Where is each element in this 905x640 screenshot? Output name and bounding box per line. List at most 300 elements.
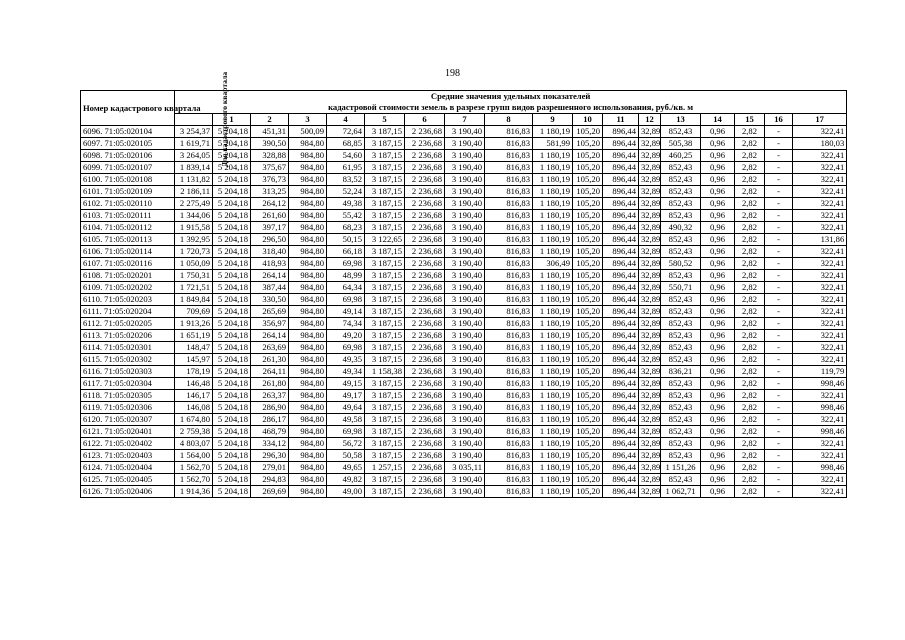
table-cell: 490,32 (661, 222, 701, 234)
table-cell: 32,89 (639, 426, 661, 438)
table-cell: 105,20 (573, 294, 603, 306)
table-cell: 1 914,36 (175, 486, 213, 498)
table-cell: 2,82 (735, 210, 765, 222)
table-cell: 318,40 (251, 246, 289, 258)
header-col-1: 1 (213, 114, 251, 126)
table-cell: 3 190,40 (445, 222, 485, 234)
table-cell: 1 180,19 (533, 378, 573, 390)
table-cell: 5 204,18 (213, 210, 251, 222)
row-label: 6111. 71:05:020204 (81, 306, 175, 318)
row-label: 6115. 71:05:020302 (81, 354, 175, 366)
table-cell: 105,20 (573, 378, 603, 390)
table-cell: 816,83 (485, 294, 533, 306)
table-cell: 852,43 (661, 246, 701, 258)
table-cell: 105,20 (573, 414, 603, 426)
table-cell: 2,82 (735, 462, 765, 474)
table-cell: 852,43 (661, 330, 701, 342)
table-cell: 105,20 (573, 210, 603, 222)
table-cell: 3 187,15 (365, 342, 405, 354)
table-cell: 146,48 (175, 378, 213, 390)
table-cell: - (765, 414, 793, 426)
table-cell: - (765, 366, 793, 378)
table-cell: 2 236,68 (405, 462, 445, 474)
table-cell: 2,82 (735, 366, 765, 378)
table-cell: 3 190,40 (445, 318, 485, 330)
header-col-5: 5 (365, 114, 405, 126)
table-row (81, 162, 847, 174)
table-cell: 5 204,18 (213, 402, 251, 414)
table-row (81, 426, 847, 438)
table-cell: 2 236,68 (405, 126, 445, 138)
table-cell: 896,44 (603, 246, 639, 258)
table-cell: 3 190,40 (445, 186, 485, 198)
row-label: 6114. 71:05:020301 (81, 342, 175, 354)
table-row (81, 246, 847, 258)
table-cell: 2 236,68 (405, 450, 445, 462)
table-row (81, 222, 847, 234)
table-cell: 32,89 (639, 330, 661, 342)
table-cell: 2,82 (735, 450, 765, 462)
table-cell: 5 204,18 (213, 246, 251, 258)
table-cell: 5 204,18 (213, 474, 251, 486)
table-cell: 5 204,18 (213, 162, 251, 174)
table-cell: 852,43 (661, 390, 701, 402)
table-cell: 3 187,15 (365, 450, 405, 462)
table-cell: 390,50 (251, 138, 289, 150)
table-cell: 296,30 (251, 450, 289, 462)
table-cell: 334,12 (251, 438, 289, 450)
header-col-4: 4 (327, 114, 365, 126)
header-col-3: 3 (289, 114, 327, 126)
table-cell: 852,43 (661, 438, 701, 450)
row-label: 6113. 71:05:020206 (81, 330, 175, 342)
header-for-quarter-label: Для кадастрового квартала (220, 71, 230, 168)
table-cell: 984,80 (289, 162, 327, 174)
cadastral-value-table (80, 71, 847, 498)
table-cell: - (765, 150, 793, 162)
table-cell: 2,82 (735, 306, 765, 318)
table-cell: 32,89 (639, 318, 661, 330)
table-cell: 2 236,68 (405, 426, 445, 438)
table-cell: 984,80 (289, 486, 327, 498)
table-cell: 294,83 (251, 474, 289, 486)
table-cell: 49,38 (327, 198, 365, 210)
table-cell: 2,82 (735, 270, 765, 282)
table-cell: 2,82 (735, 174, 765, 186)
table-cell: 68,85 (327, 138, 365, 150)
table-cell: 32,89 (639, 162, 661, 174)
table-cell: 816,83 (485, 414, 533, 426)
table-cell: 816,83 (485, 318, 533, 330)
table-cell: - (765, 162, 793, 174)
row-label: 6122. 71:05:020402 (81, 438, 175, 450)
table-cell: 322,41 (793, 354, 847, 366)
table-cell: 0,96 (701, 126, 735, 138)
table-cell: - (765, 318, 793, 330)
table-cell: 896,44 (603, 342, 639, 354)
table-cell: 261,60 (251, 210, 289, 222)
table-cell: 49,65 (327, 462, 365, 474)
table-cell: 2 236,68 (405, 162, 445, 174)
table-cell: 852,43 (661, 306, 701, 318)
table-cell: 0,96 (701, 318, 735, 330)
table-cell: 322,41 (793, 222, 847, 234)
table-cell: 2,82 (735, 318, 765, 330)
table-cell: 105,20 (573, 474, 603, 486)
table-cell: 816,83 (485, 402, 533, 414)
table-row (81, 306, 847, 318)
table-cell: 0,96 (701, 366, 735, 378)
table-cell: 1 839,14 (175, 162, 213, 174)
table-cell: 3 187,15 (365, 306, 405, 318)
table-cell: 816,83 (485, 126, 533, 138)
table-cell: 32,89 (639, 174, 661, 186)
table-cell: 263,37 (251, 390, 289, 402)
table-cell: 32,89 (639, 294, 661, 306)
table-cell: 984,80 (289, 342, 327, 354)
table-cell: 896,44 (603, 138, 639, 150)
table-cell: 2 236,68 (405, 222, 445, 234)
table-cell: 816,83 (485, 486, 533, 498)
table-cell: 119,79 (793, 366, 847, 378)
table-cell: 3 187,15 (365, 330, 405, 342)
table-cell: 2 236,68 (405, 246, 445, 258)
table-cell: 64,34 (327, 282, 365, 294)
table-cell: 0,96 (701, 378, 735, 390)
table-cell: 1 849,84 (175, 294, 213, 306)
table-cell: 322,41 (793, 258, 847, 270)
table-cell: 3 190,40 (445, 306, 485, 318)
table-cell: 896,44 (603, 270, 639, 282)
row-label: 6126. 71:05:020406 (81, 486, 175, 498)
table-cell: 105,20 (573, 342, 603, 354)
row-label: 6123. 71:05:020403 (81, 450, 175, 462)
table-cell: 269,69 (251, 486, 289, 498)
table-cell: 816,83 (485, 450, 533, 462)
table-cell: 896,44 (603, 318, 639, 330)
table-row (81, 318, 847, 330)
table-cell: 984,80 (289, 138, 327, 150)
table-cell: 852,43 (661, 378, 701, 390)
table-cell: 32,89 (639, 246, 661, 258)
table-cell: 0,96 (701, 294, 735, 306)
table-cell: 3 190,40 (445, 150, 485, 162)
table-cell: 32,89 (639, 414, 661, 426)
table-cell: 2 759,38 (175, 426, 213, 438)
row-label: 6121. 71:05:020401 (81, 426, 175, 438)
table-cell: 2 236,68 (405, 234, 445, 246)
table-cell: 2 236,68 (405, 150, 445, 162)
header-title (175, 91, 847, 114)
table-cell: 2 236,68 (405, 354, 445, 366)
table-cell: 3 187,15 (365, 138, 405, 150)
table-cell: 3 187,15 (365, 198, 405, 210)
table-cell: 1 180,19 (533, 282, 573, 294)
table-cell: 3 122,65 (365, 234, 405, 246)
table-cell: 261,30 (251, 354, 289, 366)
table-cell: 146,08 (175, 402, 213, 414)
table-cell: 998,46 (793, 426, 847, 438)
table-row (81, 258, 847, 270)
table-cell: 3 190,40 (445, 246, 485, 258)
table-cell: - (765, 138, 793, 150)
table-cell: 5 204,18 (213, 318, 251, 330)
table-cell: 3 187,15 (365, 354, 405, 366)
table-cell: 356,97 (251, 318, 289, 330)
table-cell: 580,52 (661, 258, 701, 270)
table-cell: 105,20 (573, 150, 603, 162)
table-cell: 322,41 (793, 174, 847, 186)
table-cell: 3 190,40 (445, 402, 485, 414)
table-cell: 3 187,15 (365, 402, 405, 414)
table-cell: 2,82 (735, 246, 765, 258)
table-cell: 322,41 (793, 330, 847, 342)
table-cell: 322,41 (793, 246, 847, 258)
table-cell: 896,44 (603, 150, 639, 162)
table-cell: 105,20 (573, 366, 603, 378)
table-cell: 1 562,70 (175, 474, 213, 486)
table-cell: 3 190,40 (445, 474, 485, 486)
table-cell: 375,67 (251, 162, 289, 174)
table-cell: 105,20 (573, 258, 603, 270)
table-cell: 896,44 (603, 414, 639, 426)
table-cell: 0,96 (701, 414, 735, 426)
table-cell: 72,64 (327, 126, 365, 138)
table-cell: 2 236,68 (405, 438, 445, 450)
table-cell: 816,83 (485, 258, 533, 270)
table-cell: 2,82 (735, 282, 765, 294)
table-cell: 3 187,15 (365, 318, 405, 330)
table-cell: 1 913,26 (175, 318, 213, 330)
table-cell: 984,80 (289, 270, 327, 282)
table-cell: - (765, 222, 793, 234)
table-cell: 1 180,19 (533, 150, 573, 162)
table-cell: 1 050,09 (175, 258, 213, 270)
table-cell: 852,43 (661, 174, 701, 186)
table-cell: 984,80 (289, 198, 327, 210)
table-cell: 322,41 (793, 318, 847, 330)
table-cell: 55,42 (327, 210, 365, 222)
row-label: 6109. 71:05:020202 (81, 282, 175, 294)
table-cell: 896,44 (603, 378, 639, 390)
table-cell: - (765, 378, 793, 390)
table-cell: 816,83 (485, 306, 533, 318)
row-label: 6105. 71:05:020113 (81, 234, 175, 246)
table-body (81, 126, 847, 498)
table-cell: 0,96 (701, 138, 735, 150)
table-cell: 816,83 (485, 162, 533, 174)
row-label: 6107. 71:05:020116 (81, 258, 175, 270)
table-cell: 816,83 (485, 354, 533, 366)
table-cell: 3 187,15 (365, 174, 405, 186)
table-cell: 376,73 (251, 174, 289, 186)
table-cell: 322,41 (793, 186, 847, 198)
row-label: 6110. 71:05:020203 (81, 294, 175, 306)
table-cell: 3 187,15 (365, 426, 405, 438)
row-label: 6096. 71:05:020104 (81, 126, 175, 138)
table-cell: - (765, 330, 793, 342)
table-cell: 3 187,15 (365, 210, 405, 222)
table-cell: 984,80 (289, 210, 327, 222)
header-quarter-number: Номер кадастрового квартала (81, 91, 175, 126)
table-cell: 0,96 (701, 186, 735, 198)
table-cell: 68,23 (327, 222, 365, 234)
table-cell: 5 204,18 (213, 438, 251, 450)
table-cell: 105,20 (573, 306, 603, 318)
table-cell: 984,80 (289, 282, 327, 294)
table-cell: 105,20 (573, 354, 603, 366)
table-cell: - (765, 282, 793, 294)
table-row (81, 138, 847, 150)
row-label: 6099. 71:05:020107 (81, 162, 175, 174)
table-row (81, 366, 847, 378)
table-cell: 263,69 (251, 342, 289, 354)
table-cell: 0,96 (701, 258, 735, 270)
table-cell: 896,44 (603, 390, 639, 402)
table-row (81, 390, 847, 402)
table-cell: 896,44 (603, 222, 639, 234)
header-col-14: 14 (701, 114, 735, 126)
table-cell: 896,44 (603, 306, 639, 318)
table-cell: 852,43 (661, 270, 701, 282)
table-cell: 852,43 (661, 318, 701, 330)
table-cell: 3 187,15 (365, 246, 405, 258)
table-cell: 322,41 (793, 390, 847, 402)
table-cell: 69,98 (327, 258, 365, 270)
table-cell: 984,80 (289, 366, 327, 378)
table-cell: 3 190,40 (445, 210, 485, 222)
table-cell: 896,44 (603, 354, 639, 366)
table-cell: 3 190,40 (445, 174, 485, 186)
table-cell: 3 187,15 (365, 126, 405, 138)
row-label: 6117. 71:05:020304 (81, 378, 175, 390)
table-cell: 2 236,68 (405, 402, 445, 414)
table-cell: 3 035,11 (445, 462, 485, 474)
table-cell: 286,90 (251, 402, 289, 414)
table-row (81, 198, 847, 210)
table-cell: 146,17 (175, 390, 213, 402)
table-row (81, 462, 847, 474)
table-cell: 852,43 (661, 342, 701, 354)
table-cell: - (765, 126, 793, 138)
table-cell: 74,34 (327, 318, 365, 330)
table-cell: 0,96 (701, 246, 735, 258)
table-cell: 5 204,18 (213, 282, 251, 294)
table-cell: 1 651,19 (175, 330, 213, 342)
table-cell: 322,41 (793, 486, 847, 498)
column-number-row (81, 114, 847, 126)
table-cell: 852,43 (661, 294, 701, 306)
table-cell: - (765, 258, 793, 270)
table-cell: 2,82 (735, 390, 765, 402)
table-cell: 322,41 (793, 162, 847, 174)
table-cell: - (765, 474, 793, 486)
row-label: 6108. 71:05:020201 (81, 270, 175, 282)
table-cell: - (765, 462, 793, 474)
table-cell: 32,89 (639, 342, 661, 354)
table-cell: 3 187,15 (365, 222, 405, 234)
table-cell: 322,41 (793, 282, 847, 294)
table-cell: 322,41 (793, 474, 847, 486)
table-cell: 852,43 (661, 210, 701, 222)
table-cell: 105,20 (573, 282, 603, 294)
table-cell: 709,69 (175, 306, 213, 318)
table-cell: 49,00 (327, 486, 365, 498)
table-row (81, 438, 847, 450)
table-cell: 178,19 (175, 366, 213, 378)
table-cell: 2,82 (735, 234, 765, 246)
table-cell: 0,96 (701, 330, 735, 342)
table-cell: 2,82 (735, 354, 765, 366)
table-cell: 2 236,68 (405, 138, 445, 150)
table-cell: 0,96 (701, 162, 735, 174)
table-cell: 5 204,18 (213, 186, 251, 198)
table-cell: 1 674,80 (175, 414, 213, 426)
table-cell: 105,20 (573, 126, 603, 138)
table-cell: 32,89 (639, 150, 661, 162)
table-cell: 3 190,40 (445, 138, 485, 150)
table-cell: 984,80 (289, 294, 327, 306)
table-cell: 5 204,18 (213, 150, 251, 162)
table-cell: 1 180,19 (533, 318, 573, 330)
table-cell: - (765, 402, 793, 414)
table-cell: 5 204,18 (213, 222, 251, 234)
table-cell: 2 236,68 (405, 330, 445, 342)
table-cell: 2,82 (735, 198, 765, 210)
table-cell: 105,20 (573, 450, 603, 462)
table-cell: 261,80 (251, 378, 289, 390)
table-row (81, 126, 847, 138)
table-cell: 148,47 (175, 342, 213, 354)
table-cell: 397,17 (251, 222, 289, 234)
table-cell: - (765, 450, 793, 462)
table-cell: 852,43 (661, 186, 701, 198)
table-cell: 322,41 (793, 342, 847, 354)
table-cell: 3 190,40 (445, 390, 485, 402)
table-cell: 2,82 (735, 150, 765, 162)
table-cell: 2,82 (735, 378, 765, 390)
table-cell: 505,38 (661, 138, 701, 150)
table-cell: 180,03 (793, 138, 847, 150)
table-cell: 816,83 (485, 462, 533, 474)
table-cell: 32,89 (639, 390, 661, 402)
header-col-15: 15 (735, 114, 765, 126)
table-cell: 984,80 (289, 438, 327, 450)
table-cell: 2,82 (735, 342, 765, 354)
table-cell: 0,96 (701, 402, 735, 414)
table-cell: 984,80 (289, 414, 327, 426)
table-cell: 3 187,15 (365, 270, 405, 282)
table-cell: 0,96 (701, 390, 735, 402)
table-cell: 306,49 (533, 258, 573, 270)
table-cell: 3 190,40 (445, 342, 485, 354)
table-cell: 3 187,15 (365, 294, 405, 306)
table-cell: 2 275,49 (175, 198, 213, 210)
table-cell: 816,83 (485, 270, 533, 282)
table-cell: 2,82 (735, 186, 765, 198)
header-col-11: 11 (603, 114, 639, 126)
table-cell: - (765, 486, 793, 498)
table-cell: 32,89 (639, 138, 661, 150)
table-row (81, 330, 847, 342)
table-cell: 1 257,15 (365, 462, 405, 474)
table-cell: 1 180,19 (533, 366, 573, 378)
table-cell: 0,96 (701, 174, 735, 186)
table-cell: 816,83 (485, 330, 533, 342)
table-cell: 852,43 (661, 234, 701, 246)
table-cell: 322,41 (793, 450, 847, 462)
table-cell: 2 236,68 (405, 270, 445, 282)
